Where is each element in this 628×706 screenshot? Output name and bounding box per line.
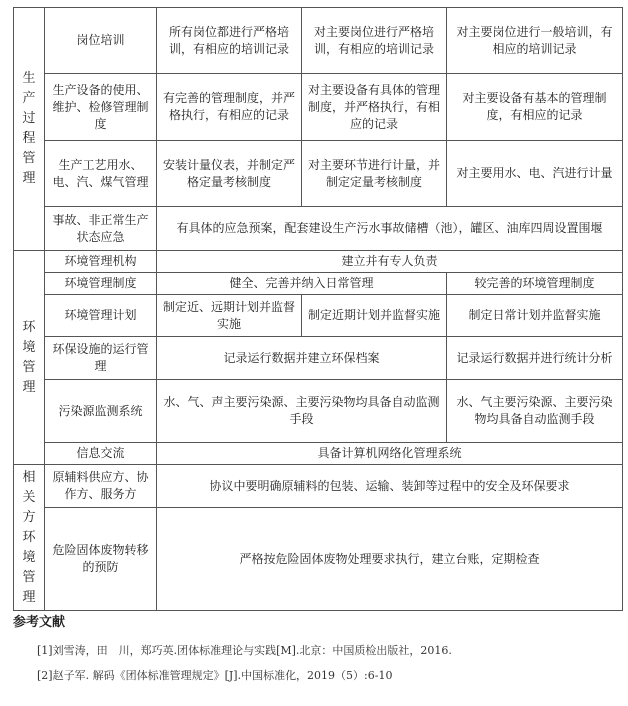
table-row <box>14 251 623 273</box>
table-row <box>14 273 623 295</box>
level3-cell: 水、气主要污染源、主要污染物均具备自动监测手段 <box>447 380 623 443</box>
level2-cell: 对主要岗位进行严格培训，有相应的培训记录 <box>302 8 447 74</box>
level12-cell: 记录运行数据并建立环保档案 <box>157 337 447 380</box>
item-cell: 生产工艺用水、电、汽、煤气管理 <box>45 141 157 207</box>
table-row <box>14 337 623 380</box>
level3-cell: 制定日常计划并监督实施 <box>447 295 623 337</box>
table-row <box>14 74 623 141</box>
table-row <box>14 465 623 508</box>
table-row <box>14 508 623 611</box>
section-label-production: 生产过程管理 <box>14 8 45 251</box>
level2-cell: 对主要环节进行计量，并制定定量考核制度 <box>302 141 447 207</box>
section-label-environment: 环境管理 <box>14 251 45 465</box>
table-row <box>14 380 623 443</box>
merged-cell: 具备计算机网络化管理系统 <box>157 443 623 465</box>
item-cell: 污染源监测系统 <box>45 380 157 443</box>
item-cell: 环境管理制度 <box>45 273 157 295</box>
item-cell: 危险固体废物转移的预防 <box>45 508 157 611</box>
item-cell: 岗位培训 <box>45 8 157 74</box>
level12-cell: 健全、完善并纳入日常管理 <box>157 273 447 295</box>
item-cell: 生产设备的使用、维护、检修管理制度 <box>45 74 157 141</box>
level1-cell: 制定近、远期计划并监督实施 <box>157 295 302 337</box>
item-cell: 事故、非正常生产状态应急 <box>45 207 157 251</box>
table-row <box>14 443 623 465</box>
reference-item: [2]赵子军. 解码《团体标准管理规定》[J].中国标准化，2019（5）:6-10 <box>37 669 393 682</box>
level2-cell: 对主要设备有具体的管理制度，并严格执行，有相应的记录 <box>302 74 447 141</box>
references-section <box>13 611 618 694</box>
merged-cell: 有具体的应急预案，配套建设生产污水事故储槽（池），罐区、油库四周设置围堰 <box>157 207 623 251</box>
item-cell: 环保设施的运行管理 <box>45 337 157 380</box>
level3-cell: 记录运行数据并进行统计分析 <box>447 337 623 380</box>
merged-cell: 严格按危险固体废物处理要求执行，建立台账，定期检查 <box>157 508 623 611</box>
item-cell: 环境管理机构 <box>45 251 157 273</box>
level1-cell: 有完善的管理制度，并严格执行，有相应的记录 <box>157 74 302 141</box>
table-row <box>14 295 623 337</box>
level12-cell: 水、气、声主要污染源、主要污染物均具备自动监测手段 <box>157 380 447 443</box>
table-row <box>14 141 623 207</box>
level3-cell: 对主要岗位进行一般培训，有相应的培训记录 <box>447 8 623 74</box>
item-cell: 信息交流 <box>45 443 157 465</box>
level3-cell: 较完善的环境管理制度 <box>447 273 623 295</box>
merged-cell: 协议中要明确原辅料的包装、运输、装卸等过程中的安全及环保要求 <box>157 465 623 508</box>
level3-cell: 对主要用水、电、汽进行计量 <box>447 141 623 207</box>
indicator-table <box>13 7 623 611</box>
table-row <box>14 8 623 74</box>
merged-cell: 建立并有专人负责 <box>157 251 623 273</box>
table-row <box>14 207 623 251</box>
level1-cell: 所有岗位都进行严格培训，有相应的培训记录 <box>157 8 302 74</box>
reference-item: [1]刘雪涛，田 川，郑巧英.团体标准理论与实践[M].北京：中国质检出版社，2016. <box>37 644 452 657</box>
level2-cell: 制定近期计划并监督实施 <box>302 295 447 337</box>
level1-cell: 安装计量仪表，并制定严格定量考核制度 <box>157 141 302 207</box>
section-label-stakeholder: 相关方环境管理 <box>14 465 45 611</box>
level3-cell: 对主要设备有基本的管理制度，有相应的记录 <box>447 74 623 141</box>
references-title: 参考文献 <box>13 615 66 630</box>
item-cell: 原辅料供应方、协作方、服务方 <box>45 465 157 508</box>
item-cell: 环境管理计划 <box>45 295 157 337</box>
